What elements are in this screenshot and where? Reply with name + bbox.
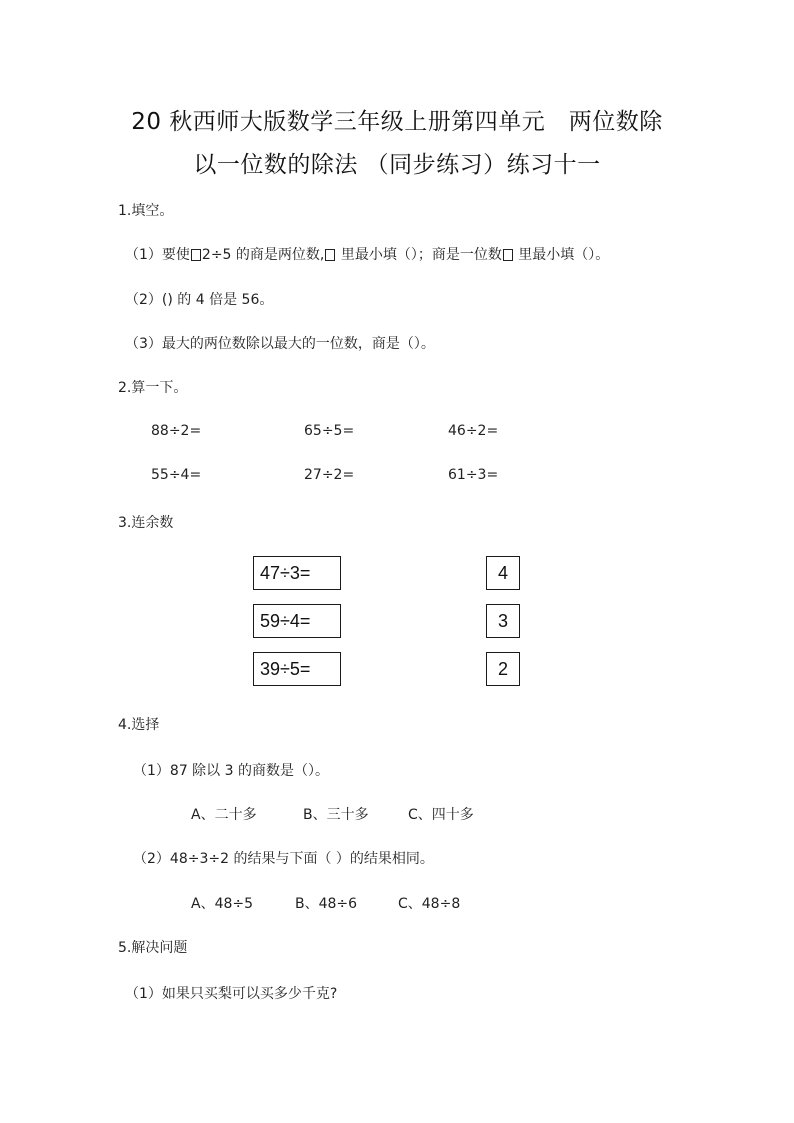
calc-item: 65÷5= [304, 423, 355, 439]
title-line-2: 以一位数的除法 （同步练习）练习十一 [193, 152, 601, 178]
blank-square-icon [325, 249, 335, 261]
calc-item: 55÷4= [151, 467, 202, 483]
q3-heading: 3.连余数 [118, 515, 174, 531]
calc-item: 27÷2= [304, 467, 355, 483]
option-a: A、二十多 [191, 807, 257, 823]
calc-item: 88÷2= [151, 423, 202, 439]
q1-item-1-part-b: 2÷5 的商是两位数, [201, 247, 325, 263]
remainder-box: 4 [486, 556, 520, 590]
q1-item-1-part-a: （1）要使 [125, 247, 190, 263]
option-c: C、48÷8 [398, 896, 461, 912]
q1-item-1-part-d: 里最小填（）。 [513, 247, 610, 263]
remainder-box: 2 [486, 652, 520, 686]
option-b: B、三十多 [303, 807, 369, 823]
division-box: 47÷3= [253, 556, 341, 590]
calc-item: 46÷2= [448, 423, 499, 439]
q1-item-3: （3）最大的两位数除以最大的一位数，商是（）。 [125, 336, 435, 352]
q5-item-1: （1）如果只买梨可以买多少千克? [125, 986, 338, 1002]
q4-heading: 4.选择 [118, 717, 160, 733]
division-box: 39÷5= [253, 652, 341, 686]
title-line-1: 20 秋西师大版数学三年级上册第四单元 两位数除 [131, 109, 663, 135]
remainder-box: 3 [486, 604, 520, 638]
option-a: A、48÷5 [191, 896, 254, 912]
q4-item-1: （1）87 除以 3 的商数是（）。 [133, 763, 329, 779]
blank-square-icon [191, 249, 201, 261]
option-b: B、48÷6 [295, 896, 358, 912]
calc-item: 61÷3= [448, 467, 499, 483]
q1-item-1-part-c: 里最小填（）；商是一位数 [336, 247, 502, 263]
q4-item-2: （2）48÷3÷2 的结果与下面（ ）的结果相同。 [133, 851, 434, 867]
option-c: C、四十多 [408, 807, 474, 823]
q1-item-1 [125, 244, 609, 264]
q1-item-2: （2）() 的 4 倍是 56。 [125, 292, 274, 308]
q2-heading: 2.算一下。 [118, 380, 188, 396]
q5-heading: 5.解决问题 [118, 940, 188, 956]
q1-heading: 1.填空。 [118, 203, 174, 219]
division-box: 59÷4= [253, 604, 341, 638]
blank-square-icon [503, 249, 513, 261]
